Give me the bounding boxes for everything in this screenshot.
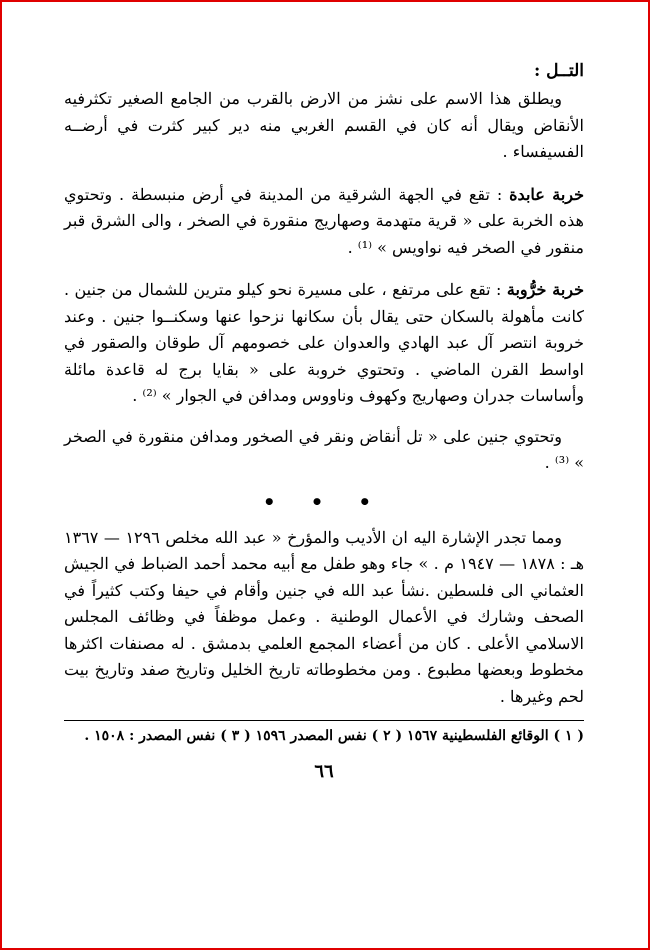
entry-term-kharruba: خربة خرُّوبة bbox=[506, 280, 585, 299]
entry-khirbet-abadeh bbox=[64, 182, 584, 262]
entry-text-abadeh: : تقع في الجهة الشرقية من المدينة في أرض منبسطة . وتحتوي هذه الخربة على « قرية متهدمة وصهاريج منقورة في الصخر ، والى الشرق قبر منقور في الصخر فيه نواويس » ⁽¹⁾ . bbox=[64, 184, 584, 257]
entry-text-kharruba: : تقع على مرتفع ، على مسيرة نحو كيلو مترين للشمال من جنين . كانت مأهولة بالسكان حتى يقال بأن سكانها نزحوا عنها وسكنــوا جنين . وعند خروبة انتصر آل عبد الهادي والعدوان على خصومهم آل طوقان والصقور في اواسط القرن الماضي . وتحتوي خروبة على « بقايا برج له قاعدة مائلة وأساسات جدران وصهاريج وكهوف وناووس ومدافن في الجوار » ⁽²⁾ . bbox=[64, 280, 585, 405]
entry-khirbet-kharruba bbox=[64, 277, 584, 410]
jenin-contents-paragraph: وتحتوي جنين على « تل أنقاض ونقر في الصخور ومدافن منقورة في الصخر » ⁽³⁾ . bbox=[64, 426, 584, 472]
footnotes: ( ١ ) الوقائع الفلسطينية ١٥٦٧ ( ٢ ) نفس المصدر ١٥٩٦ ( ٣ ) نفس المصدر : ١٥٠٨ . bbox=[84, 728, 584, 744]
entry-term-abadeh: خربة عابدة bbox=[509, 184, 584, 204]
book-page bbox=[64, 52, 584, 782]
biography-paragraph: ومما تجدر الإشارة اليه ان الأديب والمؤرخ « عبد الله مخلص ١٢٩٦ — ١٣٦٧ هـ : ١٨٧٨ — ١٩٤٧ م . » جاء وهو طفل مع أبيه محمد أحمد الضباط في الجيش العثماني الى فلسطين .نشأ عبد الله في جنين وأقام في حيفا وكتب كثيراً في الصحف وشارك في الأعمال الوطنية . وعمل موظفاً في وظائف المجلس الاسلامي الأعلى . كان من أعضاء المجمع العلمي بدمشق . له مصنفات اكثرها مخطوط وبعضها مطبوع . ومن مخطوطاته تاريخ الخليل وتاريخ صفد وتاريخ بيت لحم وغيرها . bbox=[64, 527, 585, 706]
footnote-rule bbox=[64, 720, 584, 721]
section-heading-tel: التــل : bbox=[533, 61, 584, 81]
tel-paragraph: ويطلق هذا الاسم على نشز من الارض بالقرب من الجامع الصغير تكثرفيه الأنقاض ويقال أنه كان في القسم الغربي منه دير كبير كثرت في أرضــه الفسيفساء . bbox=[64, 89, 584, 161]
page-number: ٦٦ bbox=[314, 761, 334, 782]
section-separator: • • • bbox=[262, 489, 386, 514]
